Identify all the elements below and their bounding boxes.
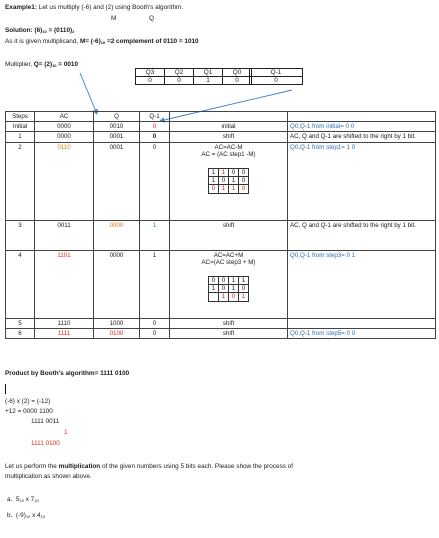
row-op-cell [170,250,288,318]
bit-cell: 1 [239,277,249,285]
row-step: Initial [6,122,35,132]
table-row [6,250,436,318]
q1-value: 1 [194,77,223,84]
solution-suffix: = (0110) [46,27,73,34]
item-b-value: (-9) [15,512,26,519]
text-cursor [5,384,6,394]
given-text-b: M= (-6) [79,38,101,45]
row-note: Q0,Q-1 from initial= 0 0 [288,122,436,132]
calc-line-1: (-6) x (2) = (-12) [5,398,51,405]
header-op [170,112,288,122]
row-note: Q0,Q-1 from step3= 0 1 [288,250,436,318]
row-op2: AC=(AC step3 + M) [201,258,256,266]
bit-cell: 1 [219,185,229,193]
row-step: 5 [6,318,35,328]
task-item-b [7,512,45,519]
row-ac: 1110 [35,318,94,328]
given-text-a: As it is given multiplicand, [5,38,80,45]
row-ac: 0011 [35,220,94,250]
addition-grid [208,276,249,302]
arrow-to-q [80,73,97,114]
header-qm1: Q-1 [140,112,170,122]
bit-cell: 1 [209,285,219,293]
row-step: 1 [6,132,35,142]
task-text [5,463,293,470]
row-q: 0000 [94,250,140,318]
task-item-a [7,496,39,503]
row-op: AC=AC+M [213,251,244,259]
bit-cell: 1 [209,177,219,185]
table-row [6,142,436,220]
row-qm1: 0 [140,142,170,220]
task-text-c: multiplication as shown above. [5,473,92,480]
row-q: 0001 [94,142,140,220]
row-ac: 0000 [35,132,94,142]
row-q: 0010 [94,122,140,132]
bit-cell: 1 [229,185,239,193]
row-op: shift [170,220,288,250]
header-note [288,112,436,122]
q0-header: Q0 [232,69,242,76]
bit-cell: 1 [229,277,239,285]
bit-cell: 1 [229,285,239,293]
row-step: 6 [6,328,35,338]
bit-cell: 0 [239,185,249,193]
q-register [135,68,252,85]
row-qm1: 0 [140,318,170,328]
row-op: initial [170,122,288,132]
row-note: AC, Q and Q-1 are shifted to the right by 1 bit. [288,132,436,142]
bit-cell: 0 [219,285,229,293]
row-qm1: 1 [140,250,170,318]
table-row [6,122,436,132]
table-row [6,318,436,328]
item-a-sub1: 10 [19,498,24,503]
multiplier-sub: 10 [52,63,57,68]
solution-prefix: Solution: (6) [5,27,43,34]
booth-table [5,111,436,339]
item-a-value: 5 [15,496,20,503]
bit-cell: 1 [219,293,229,301]
bit-cell: 0 [239,169,249,177]
header-q: Q [94,112,140,122]
given-line [5,38,199,45]
row-note [288,318,436,328]
bit-cell: 0 [219,277,229,285]
q3-value: 0 [136,77,165,84]
item-b-sub1: 10 [25,514,31,519]
row-op: shift [170,318,288,328]
calc-line-4: 1 [64,429,68,436]
row-q: 0000 [94,220,140,250]
table-row [6,328,436,338]
table-row [6,132,436,142]
bit-cell: 0 [229,293,239,301]
row-qm1: 0 [140,132,170,142]
bit-cell: 0 [219,177,229,185]
qm1-header: Q-1 [250,69,302,77]
item-a-sub2: 10 [34,498,39,503]
item-a-label: a. [7,496,13,503]
subtraction-grid [208,168,249,194]
product-result: Product by Booth's algorithm= 1111 0100 [5,370,130,377]
row-note: AC, Q and Q-1 are shifted to the right by 1 bit. [288,220,436,250]
multiplier-text: Multiplier, [5,61,34,68]
calc-line-3: 1111 0011 [31,418,60,425]
row-q: 1000 [94,318,140,328]
item-b-label: b. [7,512,13,519]
task-text-b: of the given numbers using 5 bits each. Please show the process of [100,463,294,470]
q0-value: 0 [235,77,239,84]
calc-line-2: +12 = 0000 1100 [5,408,53,415]
task-text-bold: multiplication [58,463,101,470]
bit-cell: 0 [209,185,219,193]
given-sub: 10 [100,40,106,45]
row-op: AC=AC-M [214,143,243,151]
solution-sub2: 2 [72,29,75,34]
m-label: M [111,15,117,22]
bit-cell: 0 [229,169,239,177]
example-text: Let us multiply (-6) and (2) using Booth's algorithm. [36,4,184,11]
q2-value: 0 [165,77,194,84]
solution-line [5,27,74,34]
row-note: Q0,Q-1 from step1= 1 0 [288,142,436,220]
q2-header: Q2 [165,69,194,76]
row-op-cell [170,142,288,220]
item-a-mid: x 7 [23,496,35,503]
row-ac: 1101 [35,250,94,318]
row-ac: 0110 [35,142,94,220]
table-header-row [6,112,436,122]
bit-cell: 0 [239,285,249,293]
row-ac: 0000 [35,122,94,132]
bit-cell: 1 [229,177,239,185]
example-heading [5,4,183,11]
given-text-c: =2 complement of 0110 = 1010 [105,38,199,45]
row-q: 0001 [94,132,140,142]
row-note: Q0,Q-1 from step5= 0 0 [288,328,436,338]
row-step: 2 [6,142,35,220]
bit-cell: 0 [239,177,249,185]
q1-header: Q1 [194,69,223,76]
row-op: shift [170,328,288,338]
calc-line-5: 1111 0100 [31,440,60,447]
qm1-register [249,68,303,85]
qm1-value: 0 [274,77,278,84]
bit-cell: 1 [209,169,219,177]
q3-header: Q3 [136,69,165,76]
table-row [6,220,436,250]
row-qm1: 0 [140,328,170,338]
multiplier-bold: Q= (2) [33,61,53,68]
task-text-a: Let us perform the [5,463,59,470]
item-b-mid: x 4 [30,512,41,519]
item-b-sub2: 10 [40,514,46,519]
header-steps: Steps [6,112,35,122]
row-ac: 1111 [35,328,94,338]
bit-cell: 1 [239,293,249,301]
solution-sub: 10 [42,29,47,34]
row-op2: AC = (AC step1 -M) [201,150,256,158]
q-label: Q [149,15,154,22]
row-step: 3 [6,220,35,250]
example-label: Example1: [5,4,37,11]
bit-cell: 1 [219,169,229,177]
bit-cell: 0 [209,277,219,285]
multiplier-bold2: = 0010 [56,61,79,68]
header-ac: AC [35,112,94,122]
row-qm1: 0 [140,122,170,132]
multiplier-line [5,61,78,68]
row-op: shift [170,132,288,142]
row-qm1: 1 [140,220,170,250]
row-q: 0100 [94,328,140,338]
row-step: 4 [6,250,35,318]
bit-cell [209,293,219,301]
